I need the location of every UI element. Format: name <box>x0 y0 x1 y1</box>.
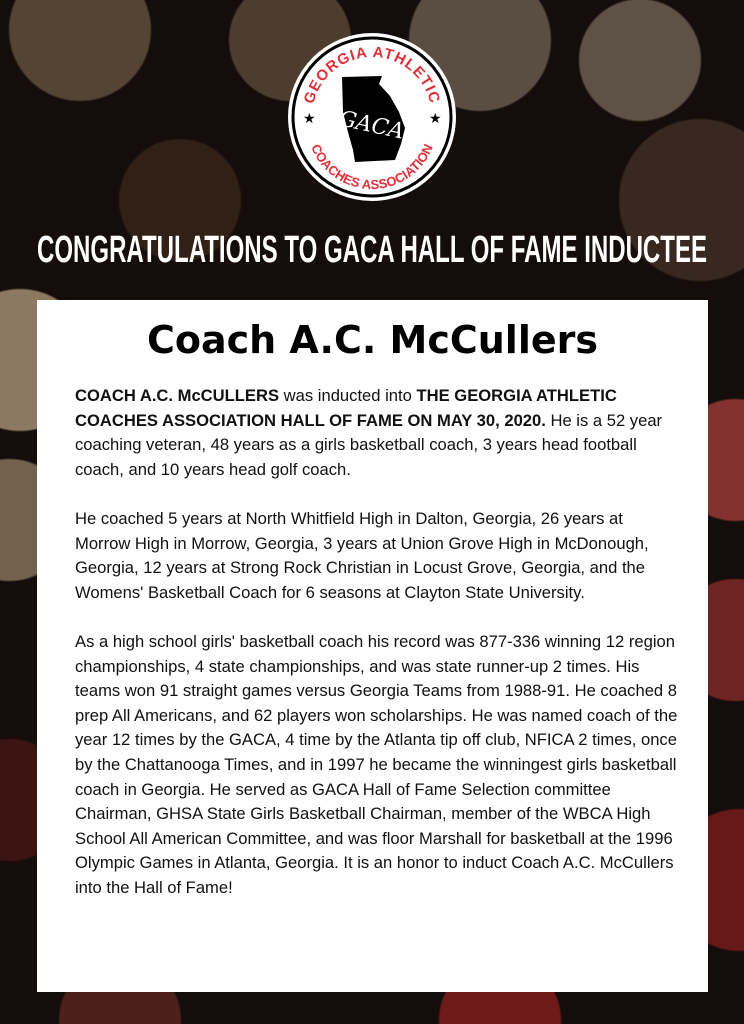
gaca-logo <box>287 32 457 202</box>
svg-text:CONGRATULATIONS TO GACA HALL O: CONGRATULATIONS TO GACA HALL OF FAME INDUCTEE <box>37 229 707 270</box>
svg-text:GACA: GACA <box>336 106 407 145</box>
inductee-card <box>37 300 708 992</box>
bio-paragraph-3: As a high school girls' basketball coach his record was 877-336 winning 12 region championships, 4 state championships, and was state runner-up 2 times. His teams won 91 straight games versus Georgia Teams from 1988-91. He coached 8 prep All Americans, and 62 players won scholarships. He was named coach of the year 12 times by the GACA, 4 time by the Atlanta tip off club, NFICA 2 times, once by the Chattanooga Times, and in 1997 he became the winningest girls basketball coach in Georgia. He served as GACA Hall of Fame Selection committee Chairman, GHSA State Girls Basketball Chairman, member of the WBCA High School All American Committee, and was floor Marshall for basketball at the 1996 Olympic Games in Atlanta, Georgia. It is an honor to induct Coach A.C. McCullers into the Hall of Fame! <box>75 631 678 897</box>
inductee-title: Coach A.C. McCullers <box>146 318 598 362</box>
bio-paragraph-1: COACH A.C. McCULLERS was inducted into THE GEORGIA ATHLETIC COACHES ASSOCIATION HALL OF FAME ON MAY 30, 2020. He is a 52 year coaching veteran, 48 years as a girls basketball coach, 3 years head football coach, and 10 years head golf coach. <box>75 386 663 479</box>
star-icon: ★ <box>303 110 316 126</box>
bio-paragraph-2: He coached 5 years at North Whitfield High in Dalton, Georgia, 26 years at Morrow High in Morrow, Georgia, 3 years at Union Grove High in McDonough, Georgia, 12 years at Strong Rock Christian in Locust Grove, Georgia, and the Womens' Basketball Coach for 6 seasons at Clayton State University. <box>75 508 649 602</box>
svg-text:COACHES ASSOCIATION: COACHES ASSOCIATION <box>308 141 436 193</box>
headline <box>0 226 744 270</box>
inductee-bio <box>75 384 682 925</box>
svg-text:GEORGIA ATHLETIC: GEORGIA ATHLETIC <box>300 43 444 106</box>
star-icon: ★ <box>429 110 442 126</box>
